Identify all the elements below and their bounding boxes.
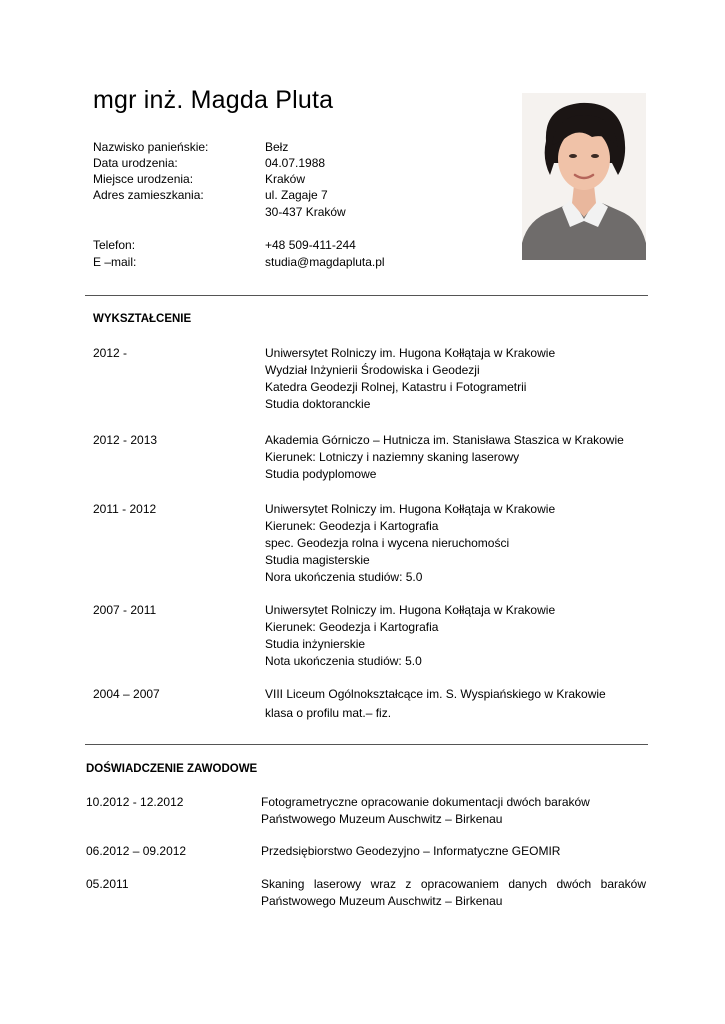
entry-line: VIII Liceum Ogólnokształcące im. S. Wyspiańskiego w Krakowie — [265, 687, 606, 701]
info-value: +48 509-411-244 — [265, 238, 356, 252]
entry-line: Przedsiębiorstwo Geodezyjno – Informatyczne GEOMIR — [261, 844, 561, 858]
info-label: Adres zamieszkania: — [93, 188, 204, 202]
entry-line: Katedra Geodezji Rolnej, Katastru i Fotogrametrii — [265, 380, 527, 394]
entry-line: Akademia Górniczo – Hutnicza im. Stanisława Staszica w Krakowie — [265, 433, 624, 447]
entry-line: Uniwersytet Rolniczy im. Hugona Kołłątaja w Krakowie — [265, 603, 556, 617]
education-heading: WYKSZTAŁCENIE — [93, 313, 192, 325]
entry-details — [261, 843, 560, 860]
experience-heading: DOŚWIADCZENIE ZAWODOWE — [86, 763, 258, 775]
entry-details — [265, 602, 555, 670]
info-value: studia@magdapluta.pl — [265, 255, 385, 269]
entry-line: Fotogrametryczne opracowanie dokumentacji dwóch baraków — [261, 795, 590, 809]
info-row-birth-date — [93, 155, 493, 171]
info-label: Telefon: — [93, 238, 136, 252]
info-row-address-city — [93, 204, 493, 220]
entry-date: 06.2012 – 09.2012 — [86, 844, 187, 858]
entry-line: Kierunek: Geodezja i Kartografia — [265, 620, 439, 634]
entry-line: Kierunek: Geodezja i Kartografia — [265, 519, 439, 533]
entry-details — [265, 432, 624, 483]
info-value: Kraków — [265, 172, 306, 186]
entry-line: Uniwersytet Rolniczy im. Hugona Kołłątaja w Krakowie — [265, 502, 556, 516]
info-row-email — [93, 254, 493, 270]
info-label: Data urodzenia: — [93, 156, 178, 170]
entry-line: Państwowego Muzeum Auschwitz – Birkenau — [261, 894, 503, 908]
entry-details — [261, 876, 646, 910]
entry-date: 2004 – 2007 — [93, 687, 160, 701]
entry-line: Wydział Inżynierii Środowiska i Geodezji — [265, 363, 480, 377]
entry-date: 2012 - — [93, 346, 128, 360]
entry-details — [265, 686, 606, 722]
info-row-phone — [93, 237, 493, 253]
info-value: ul. Zagaje 7 — [265, 188, 328, 202]
page-title: mgr inż. Magda Pluta — [93, 86, 334, 114]
entry-line: Państwowego Muzeum Auschwitz – Birkenau — [261, 812, 503, 826]
info-row-maiden-name — [93, 139, 493, 155]
entry-date: 2012 - 2013 — [93, 433, 158, 447]
entry-details — [265, 345, 555, 413]
info-label: Miejsce urodzenia: — [93, 172, 194, 186]
entry-line: klasa o profilu mat.– fiz. — [265, 706, 392, 720]
entry-line: Nota ukończenia studiów: 5.0 — [265, 654, 422, 668]
info-value: 30-437 Kraków — [265, 205, 346, 219]
entry-details — [265, 501, 555, 586]
entry-date: 10.2012 - 12.2012 — [86, 795, 184, 809]
entry-line: Studia doktoranckie — [265, 397, 371, 411]
portrait-illustration — [522, 93, 646, 260]
info-label: Nazwisko panieńskie: — [93, 140, 209, 154]
entry-line: Kierunek: Lotniczy i naziemny skaning laserowy — [265, 450, 520, 464]
entry-line: Studia podyplomowe — [265, 467, 377, 481]
section-divider — [85, 295, 648, 296]
entry-line: Studia magisterskie — [265, 553, 370, 567]
entry-line: Uniwersytet Rolniczy im. Hugona Kołłątaja w Krakowie — [265, 346, 556, 360]
info-value: Bełz — [265, 140, 289, 154]
info-row-address — [93, 187, 493, 203]
entry-line: Skaning laserowy wraz z opracowaniem danych dwóch baraków — [261, 877, 646, 891]
entry-line: spec. Geodezja rolna i wycena nieruchomości — [265, 536, 510, 550]
entry-line: Studia inżynierskie — [265, 637, 366, 651]
section-divider — [85, 744, 648, 745]
entry-line: Nora ukończenia studiów: 5.0 — [265, 570, 423, 584]
entry-date: 2007 - 2011 — [93, 603, 157, 617]
info-row-birth-place — [93, 171, 493, 187]
profile-photo — [522, 93, 646, 260]
entry-date: 2011 - 2012 — [93, 502, 157, 516]
info-label: E –mail: — [93, 255, 137, 269]
info-value: 04.07.1988 — [265, 156, 326, 170]
entry-date: 05.2011 — [86, 877, 129, 891]
entry-details — [261, 794, 590, 828]
